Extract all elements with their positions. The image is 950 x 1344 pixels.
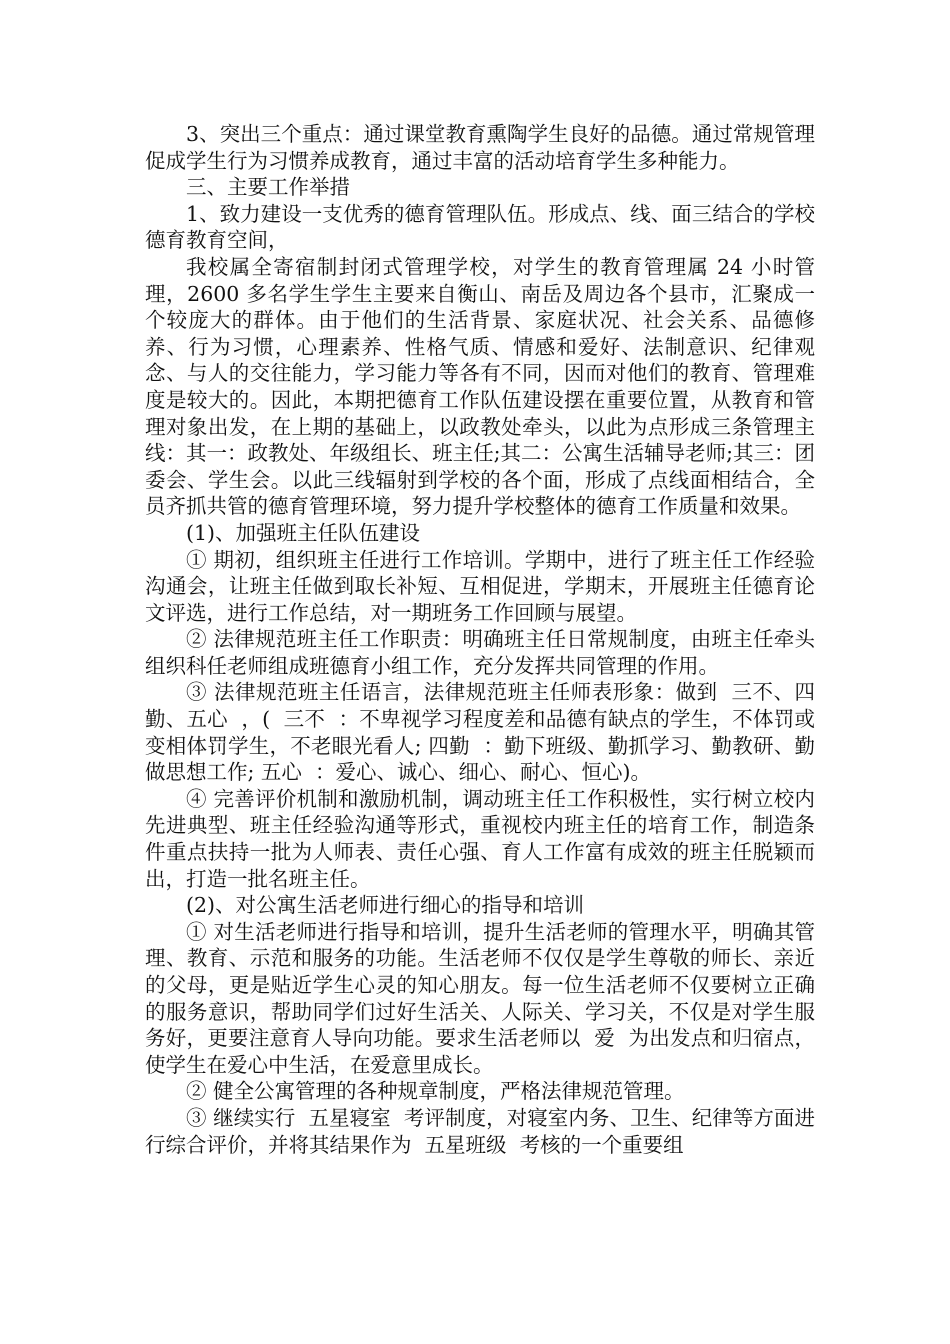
subheading-dorm-teachers: (2)、对公寓生活老师进行细心的指导和培训 xyxy=(186,893,585,918)
section-heading-main-measures: 三、主要工作举措 xyxy=(186,175,350,200)
list-item-conduct: ③ 法律规范班主任语言，法律规范班主任师表形象：做到 三不、四勤、五心 ，( 三不 ：不卑视学习程度差和品德有缺点的学生，不体罚或变相体罚学生，不老眼光看人; 四勤 ：勤下班级、勤抓学习、勤教研、勤做思想工作; 五心 ：爱心、诚心、细心、耐心、恒心)。 xyxy=(145,680,815,785)
list-item-training: ① 期初，组织班主任进行工作培训。学期中，进行了班主任工作经验沟通会，让班主任做到取长补短、互相促进，学期末，开展班主任德育论文评选，进行工作总结，对一期班务工作回顾与展望。 xyxy=(145,547,815,625)
subheading-head-teacher-team: (1)、加强班主任队伍建设 xyxy=(186,520,421,545)
list-item-duties: ② 法律规范班主任工作职责：明确班主任日常规制度，由班主任牵头组织科任老师组成班德育小组工作，充分发挥共同管理的作用。 xyxy=(145,627,815,678)
paragraph-school-overview: 我校属全寄宿制封闭式管理学校，对学生的教育管理属 24 小时管理，2600 多名学生学生主要来自衡山、南岳及周边各个县市，汇聚成一个较庞大的群体。由于他们的生活背景、家庭状况、社会关系、品德修养、行为习惯，心理素养、性格气质、情感和爱好、法制意识、纪律观念、与人的交往能力，学习能力等各有不同，因而对他们的教育、管理难度是较大的。因此，本期把德育工作队伍建设摆在重要位置，从教育和管理对象出发，在上期的基础上，以政教处牵头，以此为点形成三条管理主线：其一：政教处、年级组长、班主任;其二：公寓生活辅导老师;其三：团委会、学生会。以此三线辐射到学校的各个面，形成了点线面相结合，全员齐抓共管的德育管理环境，努力提升学校整体的德育工作质量和效果。 xyxy=(145,254,815,519)
document-page xyxy=(145,121,815,1158)
list-item-dorm-rules: ② 健全公寓管理的各种规章制度，严格法律规范管理。 xyxy=(186,1079,685,1104)
list-item-dorm-training: ① 对生活老师进行指导和培训，提升生活老师的管理水平，明确其管理、教育、示范和服务的功能。生活老师不仅仅是学生尊敬的师长、亲近的父母，更是贴近学生心灵的知心朋友。每一位生活老师不仅要树立正确的服务意识，帮助同学们过好生活关、人际关、学习关，不仅是对学生服务好，更要注意育人导向功能。要求生活老师以 爱 为出发点和归宿点，使学生在爱心中生活，在爱意里成长。 xyxy=(145,919,815,1077)
list-item-five-star: ③ 继续实行 五星寝室 考评制度，对寝室内务、卫生、纪律等方面进行综合评价，并将其结果作为 五星班级 考核的一个重要组 xyxy=(145,1105,815,1157)
list-item-evaluation: ④ 完善评价机制和激励机制，调动班主任工作积极性，实行树立校内先进典型、班主任经验沟通等形式，重视校内班主任的培育工作，制造条件重点扶持一批为人师表、责任心强、育人工作富有成效的班主任脱颖而出，打造一批名班主任。 xyxy=(145,786,815,891)
paragraph-build-team: 1、致力建设一支优秀的德育管理队伍。形成点、线、面三结合的学校德育教育空间， xyxy=(145,201,815,253)
paragraph-key-point-three: 3、突出三个重点：通过课堂教育熏陶学生良好的品德。通过常规管理促成学生行为习惯养成教育，通过丰富的活动培育学生多种能力。 xyxy=(145,122,815,173)
